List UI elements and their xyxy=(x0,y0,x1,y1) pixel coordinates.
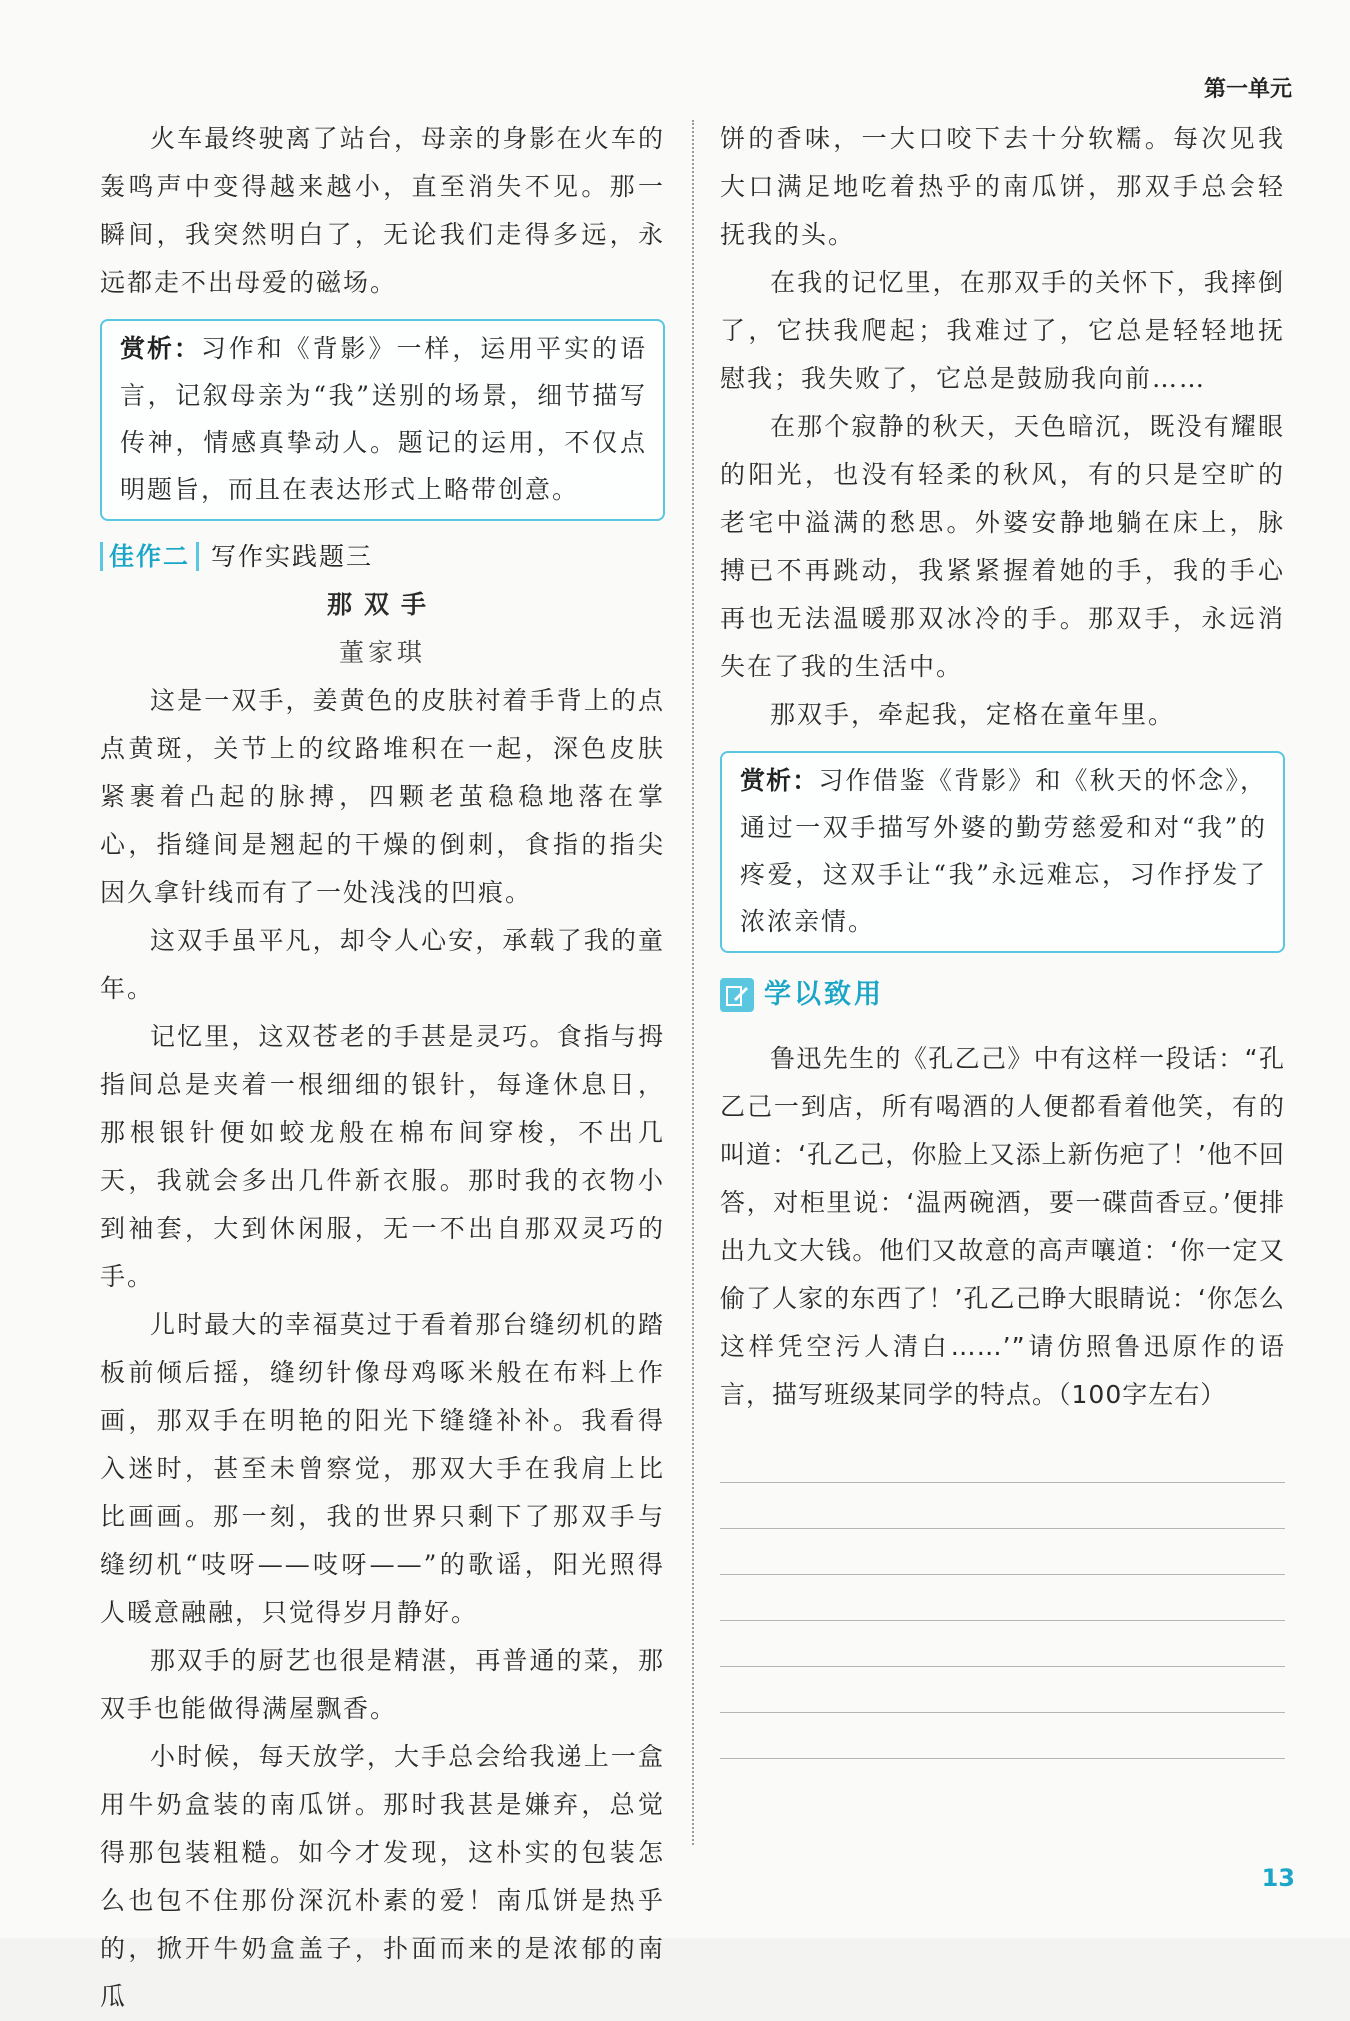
essay-paragraph: 在我的记忆里，在那双手的关怀下，我摔倒了，它扶我爬起；我难过了，它总是轻轻地抚慰我；我失败了，它总是鼓励我向前…… xyxy=(720,268,1285,393)
section-subtitle: 写作实践题三 xyxy=(211,542,374,571)
analysis-label: 赏析： xyxy=(120,334,201,363)
analysis-label: 赏析： xyxy=(740,766,819,795)
essay-paragraph: 在那个寂静的秋天，天色暗沉，既没有耀眼的阳光，也没有轻柔的秋风，有的只是空旷的老宅中溢满的愁思。外婆安静地躺在床上，脉搏已不再跳动，我紧紧握着她的手，我的手心再也无法温暖那双冰冷的手。那双手，永远消失在了我的生活中。 xyxy=(720,412,1285,681)
analysis-box-1 xyxy=(100,319,665,521)
section-tag: 佳作二 xyxy=(100,542,199,571)
answer-line[interactable] xyxy=(720,1713,1285,1759)
answer-line[interactable] xyxy=(720,1529,1285,1575)
apply-section-header xyxy=(720,967,1285,1023)
analysis-box-2 xyxy=(720,751,1285,953)
page-number: 13 xyxy=(1261,1864,1295,1892)
essay-paragraph: 这双手虽平凡，却令人心安，承载了我的童年。 xyxy=(100,926,665,1003)
section-heading xyxy=(100,533,665,581)
essay-paragraph: 这是一双手，姜黄色的皮肤衬着手背上的点点黄斑，关节上的纹路堆积在一起，深色皮肤紧裹着凸起的脉搏，四颗老茧稳稳地落在掌心，指缝间是翘起的干燥的倒刺，食指的指尖因久拿针线而有了一处浅浅的凹痕。 xyxy=(100,686,665,907)
essay-paragraph: 那双手，牵起我，定格在童年里。 xyxy=(770,700,1176,729)
answer-line[interactable] xyxy=(720,1621,1285,1667)
essay-author: 董家琪 xyxy=(338,638,426,667)
right-column xyxy=(720,115,1285,1759)
unit-header: 第一单元 xyxy=(1203,77,1292,102)
essay-title: 那双手 xyxy=(326,590,438,619)
answer-line[interactable] xyxy=(720,1575,1285,1621)
essay-paragraph-continued: 饼的香味，一大口咬下去十分软糯。每次见我大口满足地吃着热乎的南瓜饼，那双手总会轻抚我的头。 xyxy=(720,124,1285,249)
column-divider xyxy=(692,120,694,1845)
answer-line[interactable] xyxy=(720,1483,1285,1529)
apply-prompt: 鲁迅先生的《孔乙己》中有这样一段话：“孔乙己一到店，所有喝酒的人便都看着他笑，有的叫道：‘孔乙己，你脸上又添上新伤疤了！’他不回答，对柜里说：‘温两碗酒，要一碟茴香豆。’便排出九文大钱。他们又故意的高声嚷道：‘你一定又偷了人家的东西了！’孔乙己睁大眼睛说：‘你怎么这样凭空污人清白……’”请仿照鲁迅原作的语言，描写班级某同学的特点。（100字左右） xyxy=(720,1044,1285,1409)
essay-paragraph: 那双手的厨艺也很是精湛，再普通的菜，那双手也能做得满屋飘香。 xyxy=(100,1646,665,1723)
analysis-text: 习作借鉴《背影》和《秋天的怀念》，通过一双手描写外婆的勤劳慈爱和对“我”的疼爱，这双手让“我”永远难忘，习作抒发了浓浓亲情。 xyxy=(740,766,1267,936)
answer-line[interactable] xyxy=(720,1437,1285,1483)
answer-lines[interactable] xyxy=(720,1437,1285,1759)
essay-paragraph: 儿时最大的幸福莫过于看着那台缝纫机的踏板前倾后摇，缝纫针像母鸡啄米般在布料上作画，那双手在明艳的阳光下缝缝补补。我看得入迷时，甚至未曾察觉，那双大手在我肩上比比画画。那一刻，我的世界只剩下了那双手与缝纫机“吱呀——吱呀——”的歌谣，阳光照得人暖意融融，只觉得岁月静好。 xyxy=(100,1310,665,1627)
answer-line[interactable] xyxy=(720,1667,1285,1713)
intro-paragraph: 火车最终驶离了站台，母亲的身影在火车的轰鸣声中变得越来越小，直至消失不见。那一瞬间，我突然明白了，无论我们走得多远，永远都走不出母爱的磁场。 xyxy=(100,124,665,297)
pen-paper-icon xyxy=(720,978,754,1012)
essay-paragraph: 记忆里，这双苍老的手甚是灵巧。食指与拇指间总是夹着一根细细的银针，每逢休息日，那根银针便如蛟龙般在棉布间穿梭，不出几天，我就会多出几件新衣服。那时我的衣物小到袖套，大到休闲服，无一不出自那双灵巧的手。 xyxy=(100,1022,665,1291)
analysis-text: 习作和《背影》一样，运用平实的语言，记叙母亲为“我”送别的场景，细节描写传神，情感真挚动人。题记的运用，不仅点明题旨，而且在表达形式上略带创意。 xyxy=(120,334,647,504)
analysis-paragraph xyxy=(740,757,1267,945)
apply-title: 学以致用 xyxy=(764,979,884,1010)
essay-paragraph: 小时候，每天放学，大手总会给我递上一盒用牛奶盒装的南瓜饼。那时我甚是嫌弃，总觉得那包装粗糙。如今才发现，这朴实的包装怎么也包不住那份深沉朴素的爱！南瓜饼是热乎的，掀开牛奶盒盖子，扑面而来的是浓郁的南瓜 xyxy=(100,1742,665,2011)
left-column xyxy=(100,115,665,2021)
analysis-paragraph xyxy=(120,325,647,513)
